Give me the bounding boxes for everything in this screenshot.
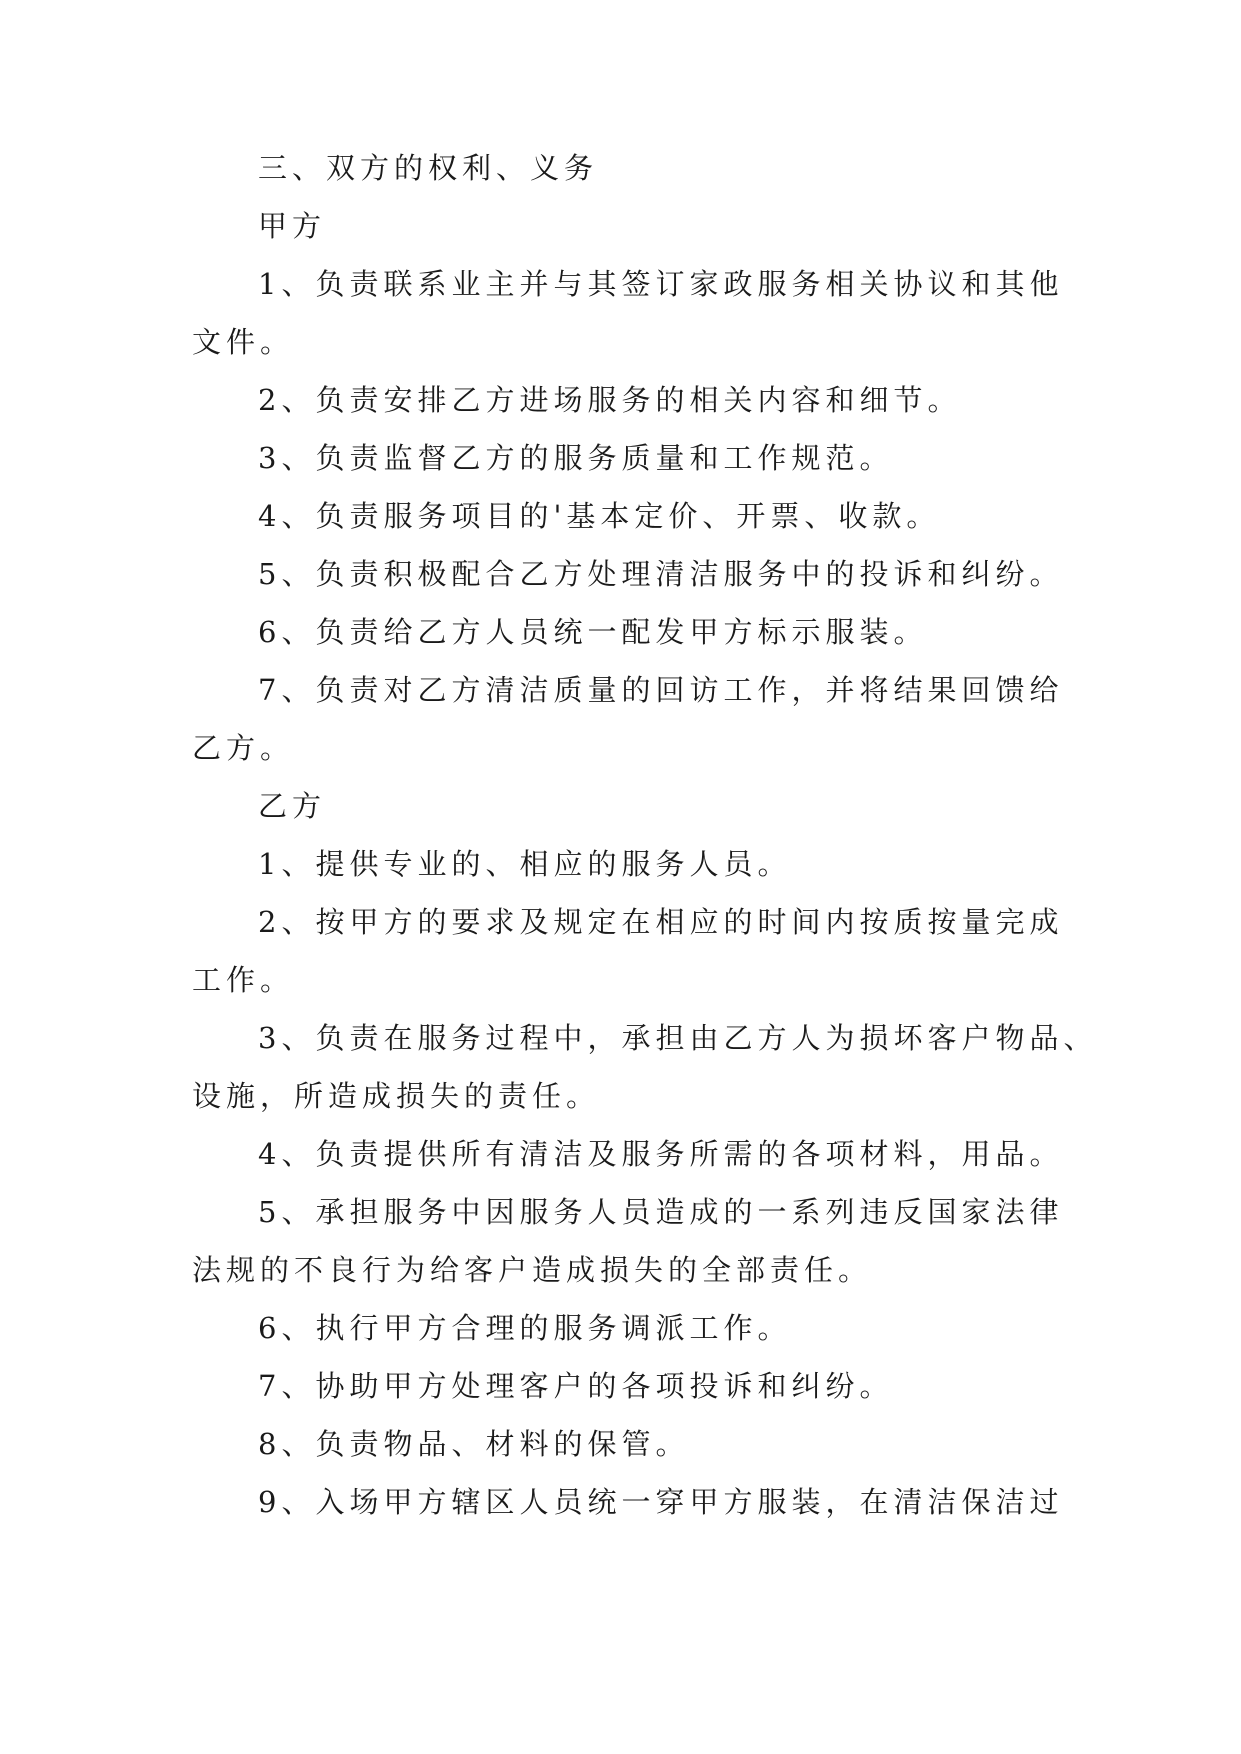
party-b-heading: 乙方	[258, 789, 327, 823]
party-a-item-1-cont: 文件。	[192, 325, 295, 359]
party-b-item-5: 5、承担服务中因服务人员造成的一系列违反国家法律	[258, 1195, 1064, 1229]
party-b-item-2-cont: 工作。	[192, 963, 295, 997]
section-heading: 三、双方的权利、义务	[258, 151, 599, 185]
party-a-item-6: 6、负责给乙方人员统一配发甲方标示服装。	[258, 615, 928, 649]
party-b-item-7: 7、协助甲方处理客户的各项投诉和纠纷。	[258, 1369, 894, 1403]
party-a-item-1: 1、负责联系业主并与其签订家政服务相关协议和其他	[258, 267, 1064, 301]
party-a-heading: 甲方	[258, 209, 327, 243]
party-a-item-4: 4、负责服务项目的'基本定价、开票、收款。	[258, 499, 941, 533]
party-b-item-3-cont: 设施，所造成损失的责任。	[192, 1079, 601, 1113]
party-b-item-6: 6、执行甲方合理的服务调派工作。	[258, 1311, 792, 1345]
party-b-item-4: 4、负责提供所有清洁及服务所需的各项材料，用品。	[258, 1137, 1064, 1171]
party-b-item-9: 9、入场甲方辖区人员统一穿甲方服装，在清洁保洁过	[258, 1485, 1064, 1519]
party-a-item-2: 2、负责安排乙方进场服务的相关内容和细节。	[258, 383, 962, 417]
party-b-item-2: 2、按甲方的要求及规定在相应的时间内按质按量完成	[258, 905, 1064, 939]
party-a-item-7: 7、负责对乙方清洁质量的回访工作，并将结果回馈给	[258, 673, 1064, 707]
party-b-item-3: 3、负责在服务过程中，承担由乙方人为损坏客户物品、	[258, 1021, 1098, 1055]
party-b-item-5-cont: 法规的不良行为给客户造成损失的全部责任。	[192, 1253, 873, 1287]
party-b-item-1: 1、提供专业的、相应的服务人员。	[258, 847, 792, 881]
party-a-item-5: 5、负责积极配合乙方处理清洁服务中的投诉和纠纷。	[258, 557, 1064, 591]
party-a-item-3: 3、负责监督乙方的服务质量和工作规范。	[258, 441, 894, 475]
party-a-item-7-cont: 乙方。	[192, 731, 295, 765]
party-b-item-8: 8、负责物品、材料的保管。	[258, 1427, 690, 1461]
